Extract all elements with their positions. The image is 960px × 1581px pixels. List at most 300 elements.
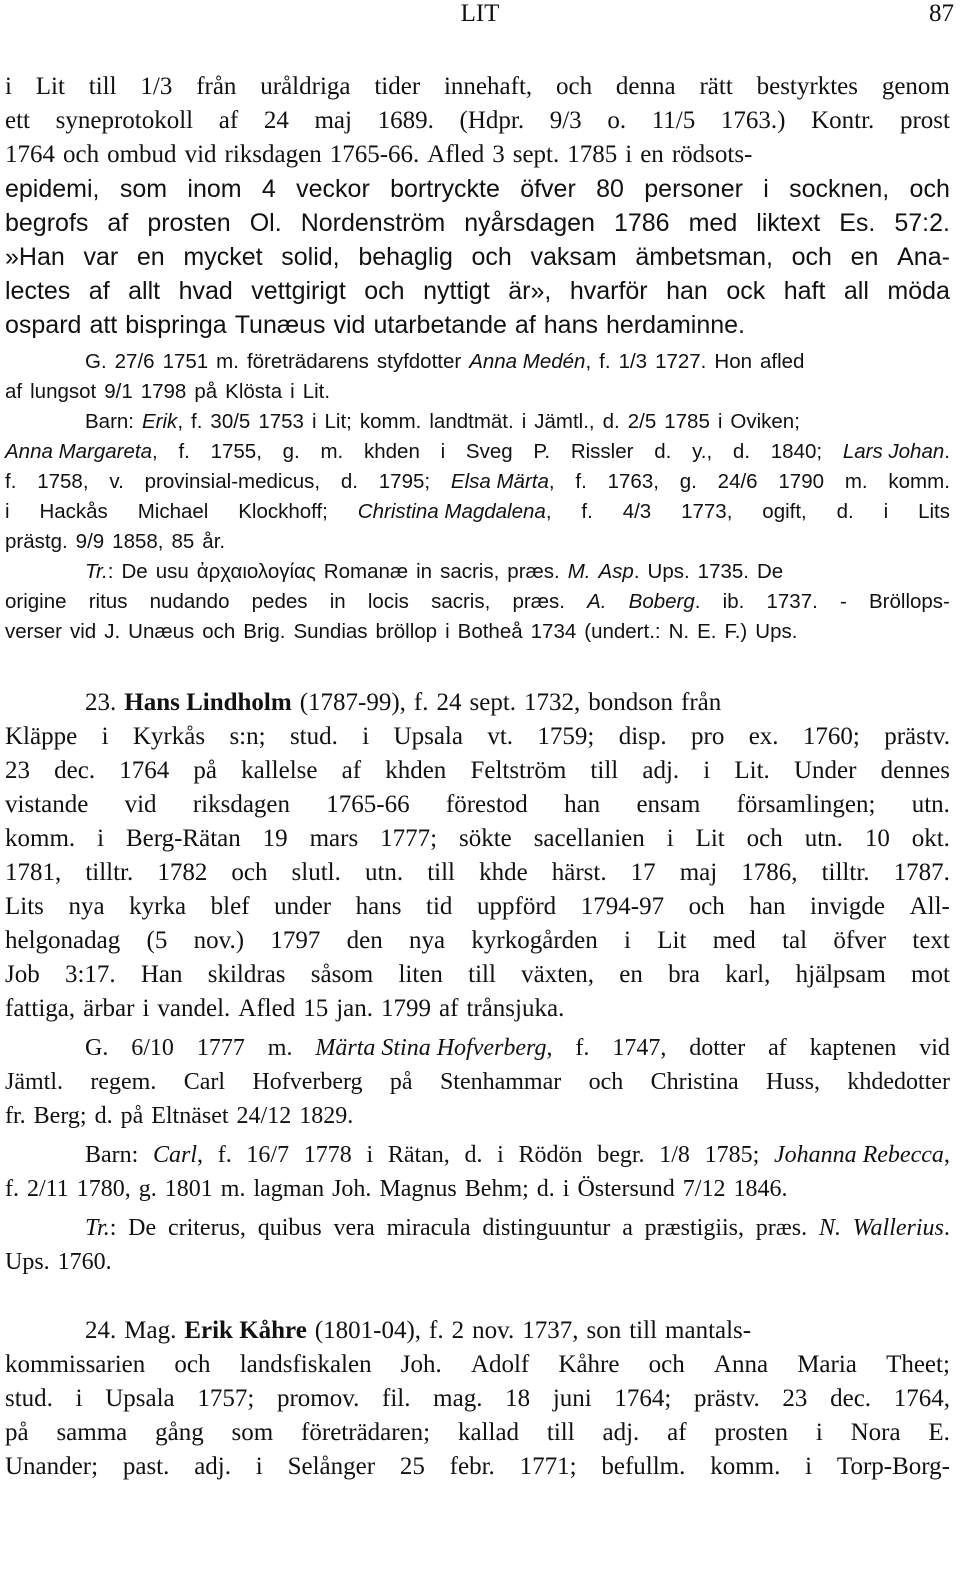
word: f.	[575, 1035, 590, 1061]
word: mars	[309, 825, 359, 852]
word: Boberg.	[628, 590, 701, 613]
word: M.	[567, 560, 591, 583]
word: som	[231, 1419, 274, 1446]
word: Asp.	[598, 560, 640, 583]
word: 10	[864, 825, 890, 852]
word: 1753	[258, 410, 304, 433]
word: till	[590, 757, 619, 784]
word: Hofverberg	[252, 1069, 363, 1095]
word: Afled	[427, 141, 485, 168]
word: begr.	[597, 1142, 645, 1168]
word: 23.	[85, 689, 117, 716]
word: 1734	[530, 620, 577, 643]
word: in	[329, 590, 346, 613]
word: 17	[630, 859, 656, 886]
word: (1787-99),	[299, 689, 406, 716]
word: hvad	[178, 277, 233, 305]
word: adj.	[194, 1453, 231, 1480]
word: begrofs	[5, 209, 89, 237]
word: vaksam	[530, 243, 617, 271]
word: De	[756, 560, 784, 583]
word: utarbetande	[373, 311, 507, 339]
word: 1757;	[197, 1385, 255, 1412]
word: nov.)	[193, 927, 245, 954]
text-line	[5, 1314, 950, 1348]
word: provinsial-medicus,	[144, 470, 321, 493]
word: som	[119, 175, 168, 203]
text-line	[5, 104, 950, 138]
word: 1727.	[655, 350, 707, 373]
word: prosten	[714, 1419, 788, 1446]
word: fil.	[382, 1385, 411, 1412]
word: Michael	[137, 500, 209, 523]
page-number: 87	[929, 0, 954, 27]
word: Erik Kåhre	[184, 1317, 307, 1344]
word: Feltström	[470, 757, 567, 784]
word: Anna Margareta,	[5, 440, 158, 463]
word: i	[255, 1453, 263, 1480]
text-line	[5, 1245, 950, 1279]
word: kyrka	[129, 893, 187, 920]
word: 1840;	[770, 440, 823, 463]
word: 1829.	[299, 1103, 354, 1129]
word: khdedotter	[847, 1069, 950, 1095]
word: (1801-04),	[314, 1317, 422, 1344]
word: f.	[178, 440, 190, 463]
word: med	[688, 209, 738, 237]
word: locis	[367, 590, 409, 613]
word: bröllop	[375, 620, 438, 643]
word: riksdagen	[224, 141, 322, 168]
word: G.	[85, 1035, 109, 1061]
word: kommissarien	[5, 1351, 146, 1378]
word: af	[768, 1035, 787, 1061]
word: lectes	[5, 277, 71, 305]
word: innehaft,	[443, 73, 533, 100]
word: 1735.	[697, 560, 749, 583]
word: allt	[128, 277, 161, 305]
word: m.	[267, 1035, 293, 1061]
text-line	[5, 617, 950, 651]
word: af	[439, 995, 459, 1022]
word: ib.	[722, 590, 745, 613]
word: förestod	[445, 791, 528, 818]
word: i	[562, 1176, 570, 1202]
word: okt.	[911, 825, 950, 852]
word: öfver	[520, 175, 576, 203]
word: Behm;	[464, 1176, 529, 1202]
word: Han	[140, 961, 183, 988]
word: 1764,	[893, 1385, 950, 1412]
word: Adolf	[470, 1351, 530, 1378]
word: hans	[355, 893, 402, 920]
word: mycket	[183, 243, 263, 271]
word: i	[883, 500, 889, 523]
word: disp.	[618, 723, 667, 750]
word: 1801	[164, 1176, 213, 1202]
word: och	[648, 1351, 685, 1378]
word: den	[346, 927, 383, 954]
word: af	[107, 209, 129, 237]
word: f.	[429, 1317, 444, 1344]
word: 1773,	[681, 500, 733, 523]
text-line	[5, 240, 950, 274]
word: adj.	[602, 1419, 640, 1446]
word: till	[88, 73, 117, 100]
word: f.	[191, 410, 203, 433]
word: Johanna Rebecca,	[773, 1142, 950, 1168]
word: 1/3	[618, 350, 648, 373]
word: m.	[320, 440, 344, 463]
word: Bröllops-	[869, 590, 950, 613]
text-line	[5, 686, 950, 720]
word: i	[521, 410, 527, 433]
word: företrädarens	[246, 350, 369, 373]
word: Oviken;	[730, 410, 800, 433]
word: nudando	[149, 590, 230, 613]
word: vid	[333, 311, 366, 339]
word: vera	[333, 1215, 375, 1241]
word: Hon	[714, 350, 752, 373]
word: Lit	[695, 825, 725, 852]
text-line	[5, 720, 950, 754]
word: fattiga,	[5, 995, 76, 1022]
word: år.	[202, 530, 226, 553]
word: och	[231, 859, 268, 886]
word: Job	[5, 961, 40, 988]
word: invigde	[810, 893, 886, 920]
word: 1786	[613, 209, 670, 237]
word: vid	[919, 1035, 950, 1061]
word: i	[625, 141, 633, 168]
word: præs.	[507, 560, 560, 583]
word: nov.	[472, 1317, 515, 1344]
word: Anna Medén,	[469, 350, 592, 373]
word: på	[5, 1419, 29, 1446]
word: Berg;	[33, 1103, 87, 1129]
text-line	[5, 347, 950, 381]
word: Carl	[183, 1069, 226, 1095]
text-line	[5, 138, 950, 172]
word: d.	[654, 440, 672, 463]
word: Klösta	[225, 380, 283, 403]
word: i	[362, 723, 370, 750]
word: från	[681, 689, 722, 716]
text-line	[5, 557, 950, 591]
word: -	[839, 590, 847, 613]
word: riksdagen	[192, 791, 291, 818]
word: under	[274, 893, 332, 920]
word: landtmät.	[429, 410, 514, 433]
word: Maria	[797, 1351, 857, 1378]
word: g.	[138, 1176, 157, 1202]
word: härst.	[551, 859, 607, 886]
word: 9/1	[104, 380, 133, 403]
word: 1778	[303, 1142, 352, 1168]
text-line	[5, 754, 950, 788]
word: 1747,	[612, 1035, 667, 1061]
word: 1737,	[522, 1317, 579, 1344]
word: quibus	[257, 1215, 322, 1241]
word: Unander;	[5, 1453, 99, 1480]
word: dotter	[689, 1035, 746, 1061]
word: Botheå	[457, 620, 523, 643]
word: af	[218, 107, 239, 134]
word: ärbar	[83, 995, 135, 1022]
word: sökte	[459, 825, 512, 852]
word: 1846.	[733, 1176, 788, 1202]
word: Nora	[850, 1419, 901, 1446]
word: d.	[732, 440, 751, 463]
word: en	[640, 141, 664, 168]
word: personer	[644, 175, 743, 203]
word: 1764	[119, 757, 170, 784]
word: kyrkogården	[471, 927, 598, 954]
word: komm.	[888, 470, 950, 493]
word: han	[564, 791, 601, 818]
word: ogift,	[762, 500, 807, 523]
word: 16/7	[246, 1142, 290, 1168]
word: och	[746, 825, 783, 852]
word: maj	[679, 859, 718, 886]
word: Hans Lindholm	[124, 689, 292, 716]
word: vt.	[487, 723, 514, 750]
word: sacris,	[431, 590, 491, 613]
word: 23	[5, 757, 30, 784]
word: pro	[691, 723, 725, 750]
word: 24/6	[717, 470, 758, 493]
word: 2	[451, 1317, 465, 1344]
word: 1689.	[377, 107, 434, 134]
word: är»,	[508, 277, 552, 305]
word: bra	[668, 961, 700, 988]
word: præs.	[755, 1215, 808, 1241]
word: slutl.	[291, 859, 341, 886]
word: i	[497, 1142, 504, 1168]
word: han	[749, 893, 786, 920]
word: en	[850, 243, 879, 271]
word: Kontr.	[811, 107, 875, 134]
text-line	[5, 1099, 950, 1133]
word: såsom	[310, 961, 374, 988]
word: Upsala	[105, 1385, 175, 1412]
text-line	[5, 274, 950, 308]
word: hans	[543, 311, 598, 339]
word: veckor	[296, 175, 370, 203]
word: rätt	[699, 73, 733, 100]
word: Lits	[5, 893, 44, 920]
word: Lits	[918, 500, 950, 523]
word: Ups.	[647, 560, 690, 583]
word: y.,	[692, 440, 713, 463]
word: prost	[899, 107, 950, 134]
word: stud.	[5, 1385, 53, 1412]
word: d.	[340, 470, 358, 493]
word: Kyrkås	[132, 723, 206, 750]
word: 9/3	[549, 107, 582, 134]
text-line	[5, 497, 950, 531]
text-line	[5, 377, 950, 411]
word: blef	[210, 893, 250, 920]
word: liktext	[756, 209, 821, 237]
word: ritus	[88, 590, 128, 613]
word: genom	[881, 73, 950, 100]
word: Lit	[35, 73, 65, 100]
word: 18	[505, 1385, 531, 1412]
word: 4	[261, 175, 276, 203]
word: Lit.	[302, 380, 331, 403]
word: hjälpsam	[795, 961, 886, 988]
text-line	[5, 1416, 950, 1450]
word: syneprotokoll	[55, 107, 194, 134]
word: 1798	[140, 380, 187, 403]
word: bondson	[588, 689, 674, 716]
word: tilltr.	[821, 859, 870, 886]
word: kaptenen	[809, 1035, 897, 1061]
word: i	[97, 825, 105, 852]
word: 1785	[567, 141, 618, 168]
text-line	[5, 467, 950, 501]
word: Afled	[238, 995, 296, 1022]
word: landsfiskalen	[239, 1351, 372, 1378]
word: karl,	[725, 961, 771, 988]
word: behaglig	[358, 243, 453, 271]
word: f.	[575, 470, 587, 493]
word: 15	[303, 995, 329, 1022]
word: och	[364, 277, 405, 305]
word: tilltr.	[85, 859, 134, 886]
word: d.	[464, 1142, 483, 1168]
word: i	[717, 410, 723, 433]
word: 1786,	[741, 859, 798, 886]
word: v.	[109, 470, 124, 493]
word: 24.	[85, 1317, 117, 1344]
word: Christina	[650, 1069, 739, 1095]
word: (5	[146, 927, 168, 954]
word: 2/5	[627, 410, 657, 433]
word: Lit;	[324, 410, 352, 433]
word: uppförd	[477, 893, 557, 920]
word: Kläppe	[5, 723, 78, 750]
word: och	[555, 73, 593, 100]
word: G.	[85, 350, 107, 373]
word: epidemi,	[5, 175, 100, 203]
word: prästg.	[5, 530, 68, 553]
word: vid	[124, 791, 157, 818]
word: Joh.	[332, 1176, 372, 1202]
word: sept.	[469, 689, 517, 716]
word: Elsa Märta,	[450, 470, 555, 493]
word: text	[912, 927, 950, 954]
word: Tr.:	[85, 560, 114, 583]
word: företrädaren;	[301, 1419, 431, 1446]
word: i	[5, 73, 12, 100]
word: en	[136, 243, 165, 271]
word: 1765-66.	[329, 141, 420, 168]
word: i	[666, 825, 674, 852]
word: 1777;	[380, 825, 438, 852]
word: d.	[836, 500, 854, 523]
word: lagman	[253, 1176, 325, 1202]
word: tid	[426, 893, 453, 920]
word: bispringa	[125, 311, 227, 339]
word: 1785	[664, 410, 710, 433]
word: på	[120, 1103, 144, 1129]
word: till	[427, 859, 455, 886]
word: i	[763, 175, 769, 203]
word: maj	[314, 107, 352, 134]
word: o.	[607, 107, 627, 134]
word: i	[445, 620, 450, 643]
word: Anna	[713, 1351, 769, 1378]
word: och	[63, 141, 100, 168]
word: 19	[262, 825, 288, 852]
word: All-	[909, 893, 950, 920]
word: Mag.	[124, 1317, 177, 1344]
word: De	[128, 1215, 157, 1241]
word: Eltnäset	[151, 1103, 229, 1129]
word: sacellanien	[533, 825, 645, 852]
text-line	[5, 1138, 950, 1172]
word: 24	[436, 689, 462, 716]
word: 1732,	[524, 689, 581, 716]
word: 4/3	[622, 500, 652, 523]
word: helgonadag	[5, 927, 121, 954]
word: usu	[155, 560, 189, 583]
word: med	[712, 927, 756, 954]
word: mantals-	[665, 1317, 752, 1344]
text-line	[5, 924, 950, 958]
word: Under	[793, 757, 857, 784]
word: 1760.	[57, 1249, 112, 1275]
word: Kåhre	[558, 1351, 620, 1378]
word: Barn:	[85, 410, 134, 433]
word: på	[193, 757, 217, 784]
text-line	[5, 856, 950, 890]
word: 3	[492, 141, 505, 168]
word: 2/11	[27, 1176, 69, 1202]
word: socknen,	[789, 175, 890, 203]
word: f.	[5, 470, 17, 493]
word: Barn:	[85, 1142, 139, 1168]
text-line	[5, 992, 950, 1026]
word: prosten	[147, 209, 231, 237]
word: mag.	[433, 1385, 483, 1412]
word: pedes	[251, 590, 308, 613]
word: Rätan,	[387, 1142, 450, 1168]
word: Joh.	[400, 1351, 442, 1378]
text-line	[5, 172, 950, 206]
word: af	[5, 380, 23, 403]
word: 1755,	[210, 440, 262, 463]
word: och	[688, 893, 725, 920]
word: öfver	[833, 927, 887, 954]
word: ett	[5, 107, 30, 134]
word: sept.	[512, 141, 560, 168]
text-line	[5, 527, 950, 561]
word: i	[440, 440, 446, 463]
word: khden	[385, 757, 447, 784]
text-line	[5, 1031, 950, 1065]
word: 85	[171, 530, 195, 553]
word: afled	[760, 350, 805, 373]
word: f.	[599, 350, 611, 373]
word: fr.	[5, 1103, 26, 1129]
word: Tr.:	[85, 1215, 117, 1241]
word: Nordenström	[300, 209, 446, 237]
word: 27/6	[114, 350, 155, 373]
word: m.	[220, 1176, 246, 1202]
